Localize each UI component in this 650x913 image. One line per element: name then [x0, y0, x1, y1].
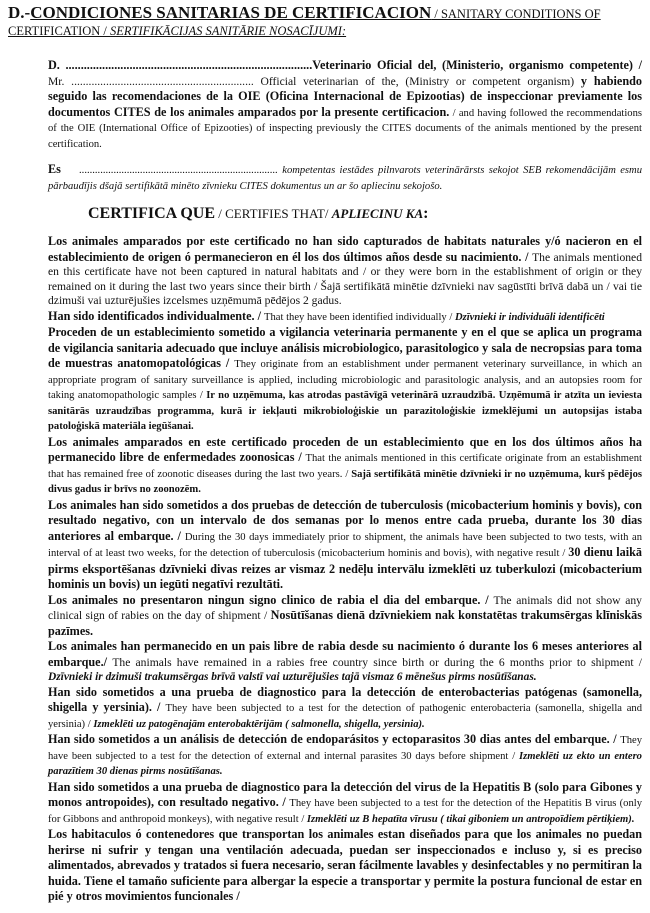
condition-lv: Izmeklēti uz patogēnajām enterobaktērijām ( salmonella, shigella, yersinia). — [93, 718, 425, 730]
condition-item — [48, 309, 642, 326]
condition-en: The animals have remained in a rabies free country since birth or during the 6 months prior to shipment / — [112, 655, 642, 669]
condition-item — [48, 325, 642, 435]
condition-es: Los animales no presentaron ningun signo clinico de rabia el dia del embarque. / — [48, 592, 494, 607]
condition-lv: Sajā sertifikātā minētie dzīvnieki ir no uzņēmuma, kurš pēdējos divus gadus ir brīvs no zoonozēm. — [48, 468, 642, 495]
condition-item — [48, 498, 642, 593]
condition-en: They have been subjected to a test for the detection of the Hepatitis B virus (only for Gibbons and anthropoid monkeys), with negative result / — [48, 798, 642, 825]
condition-es: Los habitaculos ó contenedores que transportan los animales estan diseñados para que los animales no puedan herirse ni sufrir y tengan una ventilación adecuada, puedan ser inspeccionados e incluso y, si es preciso alimentados, abrevados y tratados si fuera necesario, seran fácilmente lavables y desinfectables y no permitiran la huida. Tiene el tamaño suficiente para albergar la especie a transportar y permite la postura funcional de estar en pié y otros movimientos funcionales / — [48, 827, 642, 903]
intro-es-1: D. .................................................................................Veterinario Oficial del, (Ministerio, organismo competente) / — [48, 58, 642, 72]
section-title-es: CONDICIONES SANITARIAS DE CERTIFICACION — [30, 3, 432, 22]
condition-lv: Izmeklēti uz ekto un entero parazītiem 30 dienas pirms nosūtīšanas. — [48, 750, 642, 777]
conditions-list — [48, 234, 642, 905]
condition-lv: Dzīvnieki ir individuāli identificēti — [454, 311, 605, 323]
condition-es: Han sido sometidos a una prueba de diagnostico para la detección del virus de la Hepatitis B (solo para Gibones y monos antropoides), con resultado negativo. / — [48, 779, 642, 809]
section-title-en: / SANITARY CONDITIONS OF — [431, 7, 601, 21]
intro-en-1: Mr. ............................................................... Official veterinarian of the, (Ministry or competent organism) — [48, 74, 581, 88]
condition-item — [48, 685, 642, 733]
intro-es-2: y habiendo seguido las recomendaciones de la OIE (Oficina Internacional de Epizootias) de inspeccionar previamente los documentos CITES de los animales amparados por la presente certificacion. — [48, 73, 642, 119]
condition-lv: Nosūtīšanas dienā dzīvniekiem nak konstatētas trakumsērgas klīniskās pazīmes. — [48, 608, 642, 638]
condition-es: Los animales amparados por este certificado no han sido capturados de habitats naturales y/ó nacieron en el establecimiento de origen ó permanecieron en él los dos últimos años desde su nacimiento. / — [48, 234, 642, 264]
condition-en: That they have been identified individually / — [264, 311, 455, 323]
condition-en: The animals did not show any clinical sign of rabies on the day of shipment / — [48, 593, 642, 622]
condition-item — [48, 593, 642, 640]
es-line — [48, 162, 642, 194]
condition-es: Los animales han sido sometidos a dos pruebas de detección de tuberculosis (micobacterium hominis y bovis), con resultado negativo, con un intervalo de dos semanas por lo menos entre cada prueba, durante los 30 dias anteriores al embarque. / — [48, 497, 642, 543]
condition-en: That the animals mentioned in this certificate originate from an establishment that has remained free of zoonotic diseases during the last two years. / — [48, 453, 642, 480]
es-text: ........................................................................... kompetentas iestādes pilnvarots veterinārārsts sekojot SEB rekomendācijām esmu pārbaudījis dšajā sertifikātā minēto zīvnieku CITES dokumentus un ar šo apliecinu sekojošo. — [48, 165, 642, 192]
condition-item — [48, 639, 642, 685]
condition-item — [48, 732, 642, 780]
condition-en: They originate from an establishment under permanent veterinary surveillance, in which an appropriate program of sanitary surveillance is applied, including microbiologic and parasitologic analysis, and an autopsies room for taking anatomopathologic samples / — [48, 359, 642, 401]
certifies-es: CERTIFICA QUE — [88, 205, 216, 222]
es-label: Es — [48, 162, 61, 176]
condition-es: Los animales amparados en este certificado proceden de un establecimiento que en los dos últimos años ha permanecido libre de enfermedades zoonosicas / — [48, 434, 642, 464]
intro-paragraph — [48, 58, 642, 152]
condition-lv: Izmeklēti uz B hepatīta vīrusu ( tikai giboniem un antropoīdiem pērtiķiem). — [306, 813, 635, 825]
certifies-en: / CERTIFIES THAT/ — [215, 206, 332, 221]
condition-es: Los animales han permanecido en un pais libre de rabia desde su nacimiento ó durante los 6 meses anteriores al embarque./ — [48, 639, 642, 669]
certifies-colon: : — [423, 205, 429, 222]
condition-lv: Dzīvnieki ir dzimuši trakumsērgas brīvā valstī vai uzturējušies tajā vismaz 6 mēnešus pirms nosūtīšanas. — [48, 671, 537, 683]
condition-en: They have been subjected to a test for the detection of external and internal parasites 30 days before shipment / — [48, 735, 642, 762]
condition-lv: Ir no uzņēmuma, kas atrodas pastāvīgā veterinārā uzraudzībā. Uzņēmumā ir atzīta un ieviesta sanitārās uzraudzības programma, kurā ir iekļauti mikrobioloģiskie un parazitoloģiskie izmeklējumi un autopsijas istaba patoloģiskā materiāla iegūšanai. — [48, 390, 642, 432]
condition-es: Proceden de un establecimiento sometido a vigilancia veterinaria permanente y en el que se aplica un programa de vigilancia sanitaria adecuado que incluye análisis microbiologico, parasitologico y sala de necropsias para toma de muestras anatomopatológicas / — [48, 325, 642, 370]
section-header — [8, 4, 638, 40]
condition-item — [48, 780, 642, 828]
certifies-lv: APLIECINU KA — [331, 206, 424, 221]
condition-es: Han sido identificados individualmente. / — [48, 308, 265, 323]
condition-en: The animals mentioned en this certificate have not been captured in natural habitats and / or they were born in the establishment of origin or they remained on it during the last two years since their birth / — [48, 250, 642, 293]
section-title-en-cont: CERTIFICATION / — [8, 24, 111, 38]
condition-en: They have been subjected to a test for the detection of pathogenic enterobacteria (samonella, shigella and yersinia) / — [48, 703, 642, 730]
condition-item — [48, 234, 642, 309]
condition-lv: Šajā sertifikātā minētie dzīvnieki nav sagūstīti brīvā dabā un / vai tie dzimuši vai uzturējušies izcelsmes uzņēmumā pēdējos 2 gadus. — [48, 279, 642, 307]
condition-es: Han sido sometidos a una prueba de diagnostico para la detección de enterobacterias patógenas (samonella, shigella y yersinia). / — [48, 684, 642, 714]
intro-en-2: / and having followed the recommendations of the OIE (International Office of Epizooties) of inspecting previously the CITES documents of the animals mentioned by the present certification. — [48, 107, 642, 150]
certifies-heading — [88, 204, 642, 224]
condition-item — [48, 827, 642, 905]
condition-en: During the 30 days immediately prior to shipment, the animals have been subjected to two tests, with an interval of at least two weeks, for the detection of tuberculosis (micobacterium hominis and bovis), with negative result / — [48, 531, 642, 559]
section-title-lv: SERTIFIKĀCIJAS SANITĀRIE NOSACĪJUMI: — [110, 24, 347, 38]
condition-lv: 30 dienu laikā pirms eksportēšanas dzīvnieki divas reizes ar vismaz 2 nedēļu intervālu izmeklēti uz tuberkulozi (micobacterium hominis un bovis) un iegūti negatīvi rezultāti. — [48, 545, 642, 591]
condition-es: Han sido sometidos a un análisis de detección de endoparásitos y ectoparasitos 30 dias antes del embarque. / — [48, 732, 621, 746]
condition-item — [48, 435, 642, 498]
section-prefix: D.- — [8, 3, 31, 22]
